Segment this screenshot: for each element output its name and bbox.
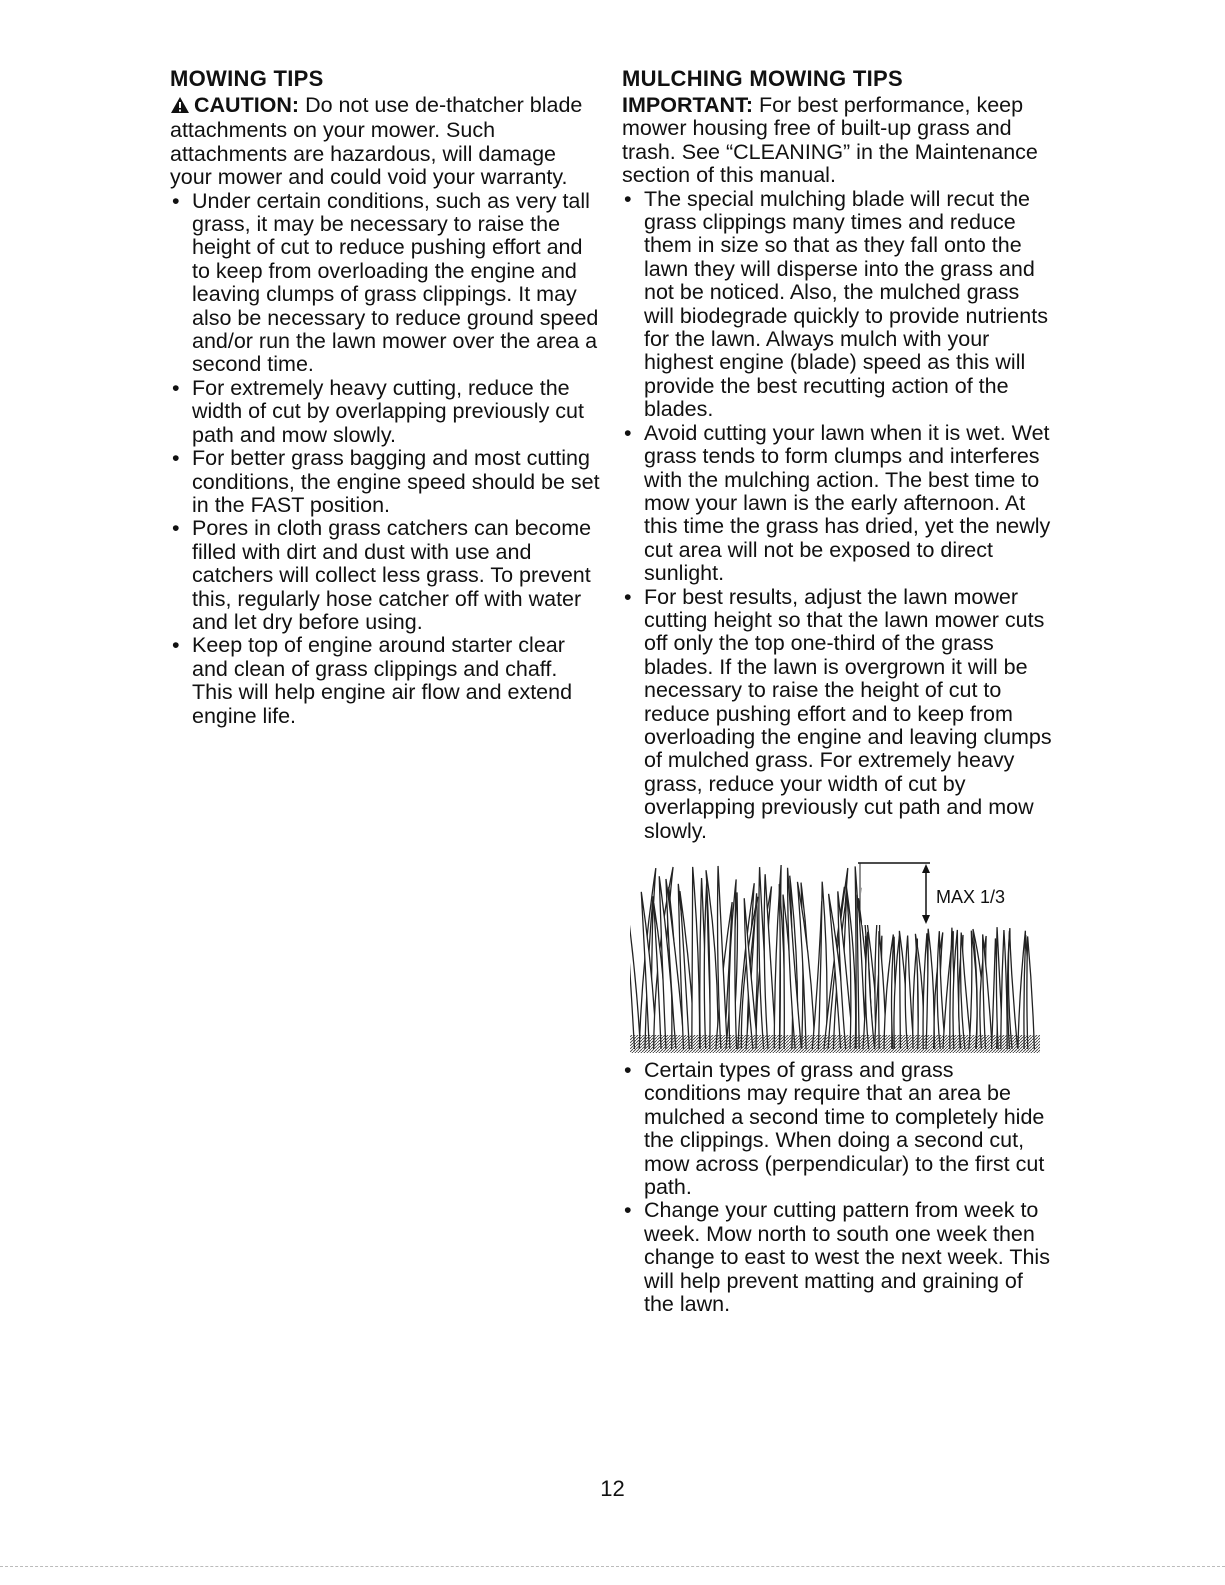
list-item-text: The special mulching blade will recut the grass clippings many times and reduce them in size so that as they fall onto the lawn they will disperse into the grass and not be noticed. Also, the mulched grass will biodegrade quickly to provide nutrients for the lawn. Always mulch with your highest engine (blade) speed as this will provide the best recutting action of the blades.	[644, 186, 1048, 422]
list-item-text: Pores in cloth grass catchers can become filled with dirt and dust with use and catchers will collect less grass. To prevent this, regularly hose catcher off with water and let dry before using.	[192, 516, 592, 634]
caution-paragraph	[170, 94, 600, 190]
bullet-icon: •	[172, 446, 180, 471]
scan-edge-divider	[0, 1566, 1225, 1567]
list-item-text: For better grass bagging and most cutting conditions, the engine speed should be set in the FAST position.	[192, 446, 600, 517]
bullet-icon: •	[624, 420, 632, 445]
caution-text: Do not use de-thatcher blade attachments on your mower. Such attachments are hazardous, will damage your mower and could void your warranty.	[170, 93, 583, 190]
list-item	[170, 190, 600, 377]
bullet-icon: •	[624, 584, 632, 609]
list-item-text: Keep top of engine around starter clear and clean of grass clippings and chaff. This will help engine air flow and extend engine life.	[192, 633, 573, 728]
bullet-icon: •	[624, 1058, 632, 1082]
list-item-text: Change your cutting pattern from week to week. Mow north to south one week then change to east to west the next week. This will help prevent matting and graining of the lawn.	[644, 1198, 1050, 1317]
list-item-text: Avoid cutting your lawn when it is wet. Wet grass tends to form clumps and interferes with the mulching action. The best time to mow your lawn is the early afternoon. At this time the grass has dried, yet the newly cut area will not be exposed to direct sunlight.	[644, 420, 1051, 586]
mowing-tips-list	[170, 190, 600, 728]
important-label: IMPORTANT:	[622, 93, 753, 117]
important-paragraph	[622, 94, 1052, 188]
mowing-tips-column	[170, 66, 600, 728]
mulching-tips-list-continued	[622, 1059, 1052, 1316]
list-item	[170, 517, 600, 634]
warning-triangle-icon	[170, 96, 190, 119]
bullet-icon: •	[624, 1198, 632, 1223]
mulching-tips-column	[622, 66, 1052, 1316]
caution-label: CAUTION:	[194, 93, 300, 117]
list-item	[622, 586, 1052, 843]
mulching-tips-heading: MULCHING MOWING TIPS	[622, 66, 903, 91]
mowing-tips-heading: MOWING TIPS	[170, 66, 324, 91]
list-item-text: For best results, adjust the lawn mower cutting height so that the lawn mower cuts off only the top one-third of the grass blades. If the lawn is overgrown it will be necessary to raise the height of cut to reduce pushing effort and to keep from overloading the engine and leaving clumps of mulched grass. For extremely heavy grass, reduce your width of cut by overlapping previously cut path and mow slowly.	[644, 584, 1052, 843]
max-one-third-label: MAX 1/3	[936, 887, 1006, 907]
list-item-text: Certain types of grass and grass conditions may require that an area be mulched a second time to completely hide the clippings. When doing a second cut, mow across (perpendicular) to the first cut path.	[644, 1058, 1045, 1200]
bullet-icon: •	[172, 633, 180, 658]
grass-height-figure	[630, 857, 1040, 1053]
list-item	[622, 188, 1052, 422]
list-item	[170, 447, 600, 517]
list-item-text: For extremely heavy cutting, reduce the width of cut by overlapping previously cut path and mow slowly.	[192, 375, 584, 447]
important-text: For best performance, keep mower housing free of built-up grass and trash. See “CLEANING” in the Maintenance section of this manual.	[622, 93, 1038, 188]
bullet-icon: •	[172, 188, 180, 213]
bullet-icon: •	[172, 375, 180, 400]
list-item	[622, 1059, 1052, 1199]
list-item	[622, 1199, 1052, 1316]
bullet-icon: •	[172, 516, 180, 541]
mulching-tips-list	[622, 188, 1052, 843]
list-item	[170, 634, 600, 728]
list-item	[170, 377, 600, 447]
page-number: 12	[600, 1476, 625, 1501]
list-item-text: Under certain conditions, such as very tall grass, it may be necessary to raise the height of cut to reduce pushing effort and to keep from overloading the engine and leaving clumps of grass clippings. It may also be necessary to reduce ground speed and/or run the lawn mower over the area a second time.	[192, 188, 599, 377]
bullet-icon: •	[624, 186, 632, 211]
list-item	[622, 422, 1052, 586]
